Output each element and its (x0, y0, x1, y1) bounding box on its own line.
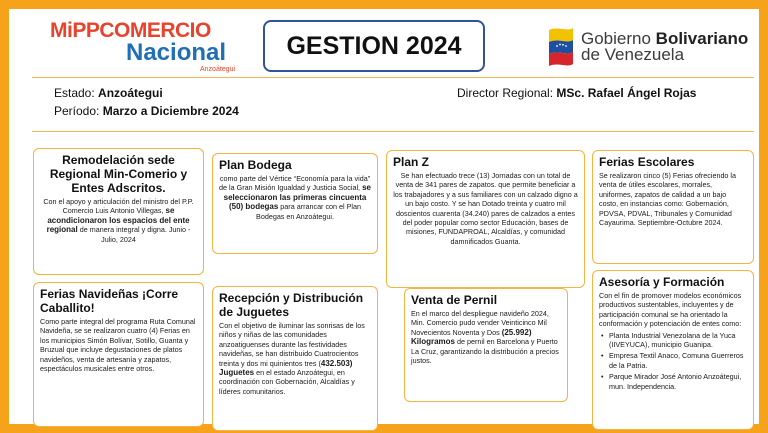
card-ferias-navidenas (33, 282, 204, 427)
card-text: Con el apoyo y articulación del ministro del P.P. Comercio Luis Antonio Villegas, se acondicionaron los espacios del ente regional de manera integral y digna. Junio - Julio, 2024 (43, 197, 194, 244)
page-title-box (263, 20, 485, 72)
card-title: Ferias Navideñas ¡Corre Caballito! (40, 287, 179, 315)
card-title: Ferias Escolares (599, 155, 695, 169)
card-text: Como parte integral del programa Ruta Comunal Navideña, se se realizaron cuatro (4) Ferias en los municipios Simón Bolívar, Sotillo, Guanta y Bruzual que incluye degustaciones de platos navideños, venta de artesanía y zapatos, espectáculos musicales entre otros. (40, 317, 196, 374)
card-text: Con el objetivo de iluminar las sonrisas de los niños y niñas de las comunidades anzoatiguenses durante las festividades navideñas, se han distribuido Cuatrocientos treinta y dos mi quinientos tres (432.503) Juguetes en el estado Anzoátegui, en coordinación con Gobernación, Alcaldías y líderes comunitarios. (219, 321, 365, 396)
page-title: GESTION 2024 (286, 31, 462, 60)
card-title: Plan Bodega (219, 158, 292, 172)
card-asesoria-formacion (592, 270, 754, 430)
card-text: Se realizaron cinco (5) Ferias ofreciendo la venta de útiles escolares, morrales, uniformes, zapatos de calidad a un bajo costo, en instancias como: Gobernación, PDVSA, PDVAL, Tribunales y Comunidad Cayaurima. Septiembre-Octubre 2024. (599, 171, 737, 228)
card-title: Remodelación sede Regional Min-Comerio y Entes Adscritos. (49, 153, 188, 195)
director-line: Director Regional: MSc. Rafael Ángel Rojas (457, 86, 697, 100)
card-text: Con el fin de promover modelos económicos productivos sustentables, incluyentes y de participación comunal se ha orientado la conformación y potenciación de entes como: (599, 291, 742, 329)
card-text: como parte del Vértice “Economía para la vida” de la Gran Misión Igualdad y Justicia Social, se seleccionaron las primeras cincuenta (50) bodegas para arrancar con el Plan Bodegas en Anzoátegui. (219, 174, 371, 221)
meta-divider (32, 131, 754, 132)
list-item: • Parque Mirador José Antonio Anzoátegui, mun. Independencia. (599, 372, 747, 391)
card-venta-pernil (404, 288, 568, 402)
header-divider (32, 77, 754, 78)
card-text: Se han efectuado trece (13) Jornadas con un total de venta de 341 pares de zapatos. que permite beneficiar a los trabajadores y a sus familiares con un calzado digno a un bajo costo. Y se han Dotado treinta y cuatro mil doscientos cuarenta (34.240) pares de calzados a entes del poder popular como sector Educación, bases de misiones, FUNDAPROAL, Alcaldías, y comunidad damnificados Guanta. (393, 171, 578, 246)
asesoria-list (599, 331, 747, 391)
card-recepcion-juguetes (212, 286, 378, 431)
card-plan-bodega (212, 153, 378, 254)
mipp-comercio-logo: MiPPCOMERCIO Nacional Anzoátegui (50, 19, 236, 73)
list-item: • Empresa Textil Anaco, Comuna Guerreros de la Patria. (599, 351, 747, 370)
gobierno-bolivariano-logo: Gobierno Bolivariano de Venezuela (545, 24, 767, 70)
card-title: Venta de Pernil (411, 293, 498, 307)
list-item: • Planta Industrial Venezolana de la Yuca (IIVEYUCA), municipio Guanipa. (599, 331, 747, 350)
card-title: Asesoría y Formación (599, 275, 725, 289)
card-text: En el marco del despliegue navideño 2024, Min. Comercio pudo vender Veinticinco Mil Novecientos Noventa y Dos (25.992) Kilogramos de pernil en Barcelona y Puerto La Cruz, garantizando la distribución a precios justos. (411, 309, 559, 366)
card-title: Recepción y Distribución de Juguetes (219, 291, 364, 319)
card-plan-z (386, 150, 585, 288)
venezuela-flag-icon (545, 26, 575, 66)
slide-content (18, 18, 768, 433)
card-title: Plan Z (393, 155, 430, 169)
card-remodelacion (33, 148, 204, 275)
estado-line: Estado: Anzoátegui (54, 86, 163, 100)
periodo-line: Período: Marzo a Diciembre 2024 (54, 104, 239, 118)
card-ferias-escolares (592, 150, 754, 264)
